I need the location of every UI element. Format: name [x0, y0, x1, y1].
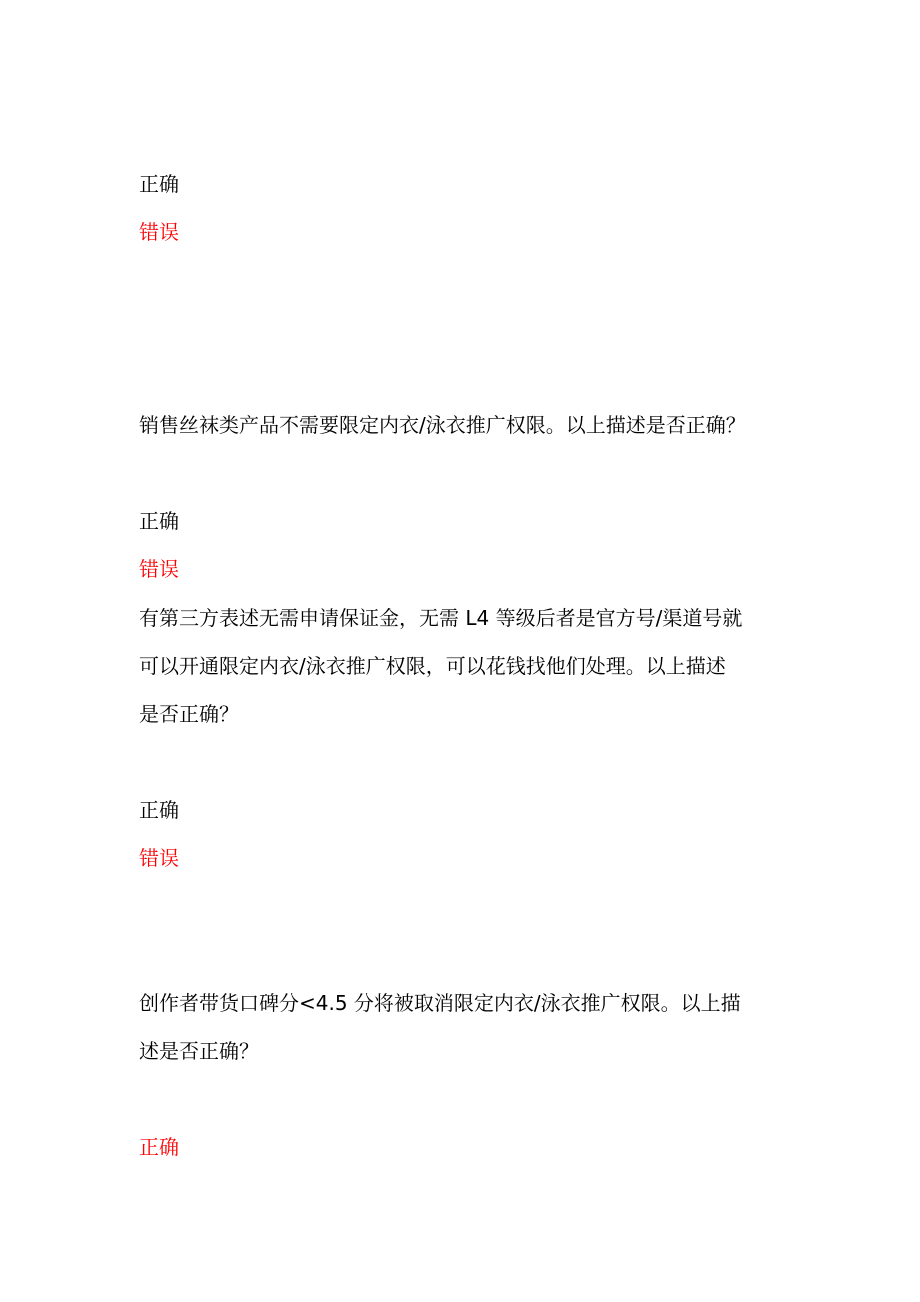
block3-question-line1: 有第三方表述无需申请保证金，无需 L4 等级后者是官方号/渠道号就 [139, 606, 743, 630]
block3-option-wrong: 错误 [139, 846, 179, 870]
block3-option-correct: 正确 [139, 798, 179, 822]
block1-option-wrong: 错误 [139, 220, 179, 244]
block2-question: 销售丝袜类产品不需要限定内衣/泳衣推广权限。以上描述是否正确？ [139, 413, 746, 437]
block4-question-line2: 述是否正确？ [139, 1039, 259, 1063]
block4-question-line1: 创作者带货口碑分<4.5 分将被取消限定内衣/泳衣推广权限。以上描 [139, 991, 741, 1015]
block1-option-correct: 正确 [139, 172, 179, 196]
block2-option-correct: 正确 [139, 509, 179, 533]
block2-option-wrong: 错误 [139, 557, 179, 581]
block4-option-correct: 正确 [139, 1135, 179, 1159]
block3-question-line2: 可以开通限定内衣/泳衣推广权限，可以花钱找他们处理。以上描述 [139, 654, 726, 678]
block3-question-line3: 是否正确？ [139, 702, 239, 726]
